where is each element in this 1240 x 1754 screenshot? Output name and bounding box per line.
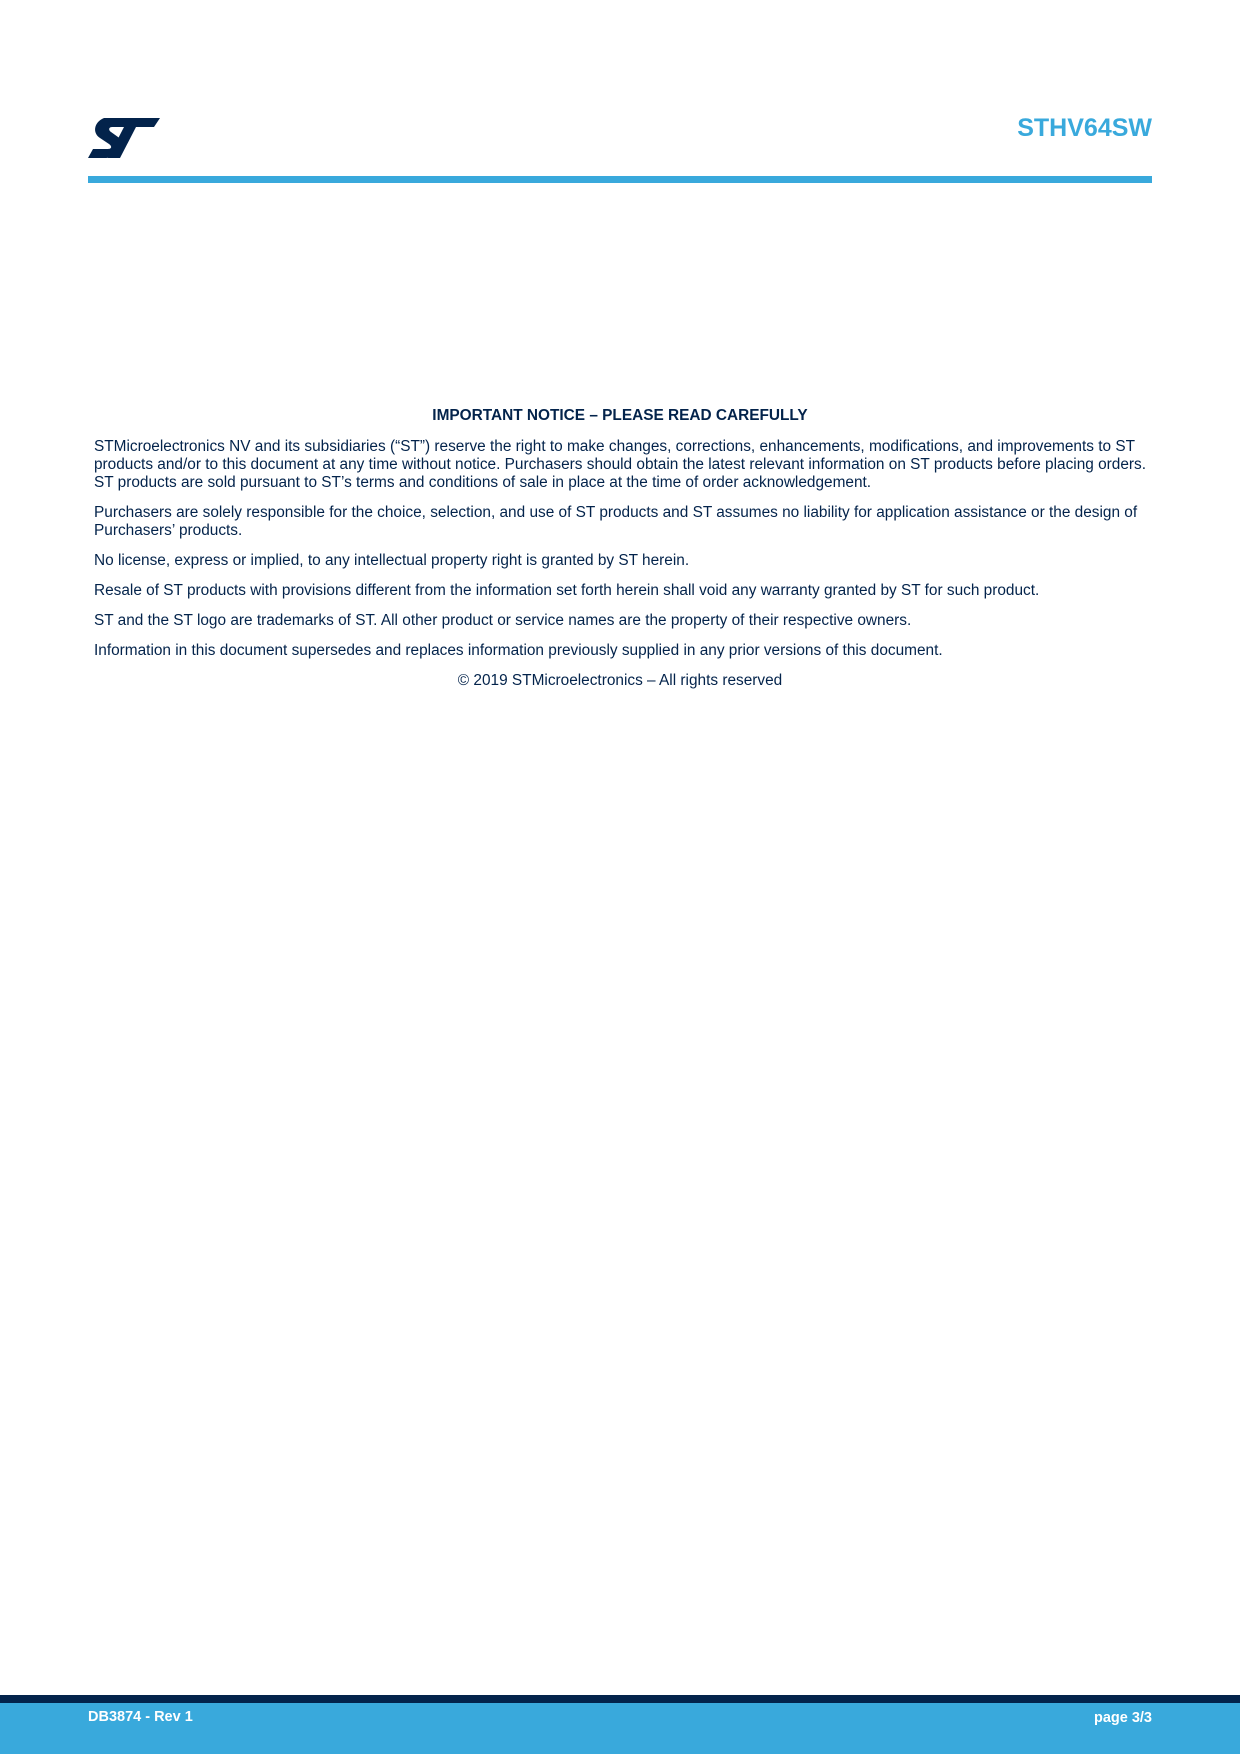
important-notice [94, 406, 1146, 702]
notice-paragraph: ST and the ST logo are trademarks of ST. All other product or service names are the property of their respective owners. [94, 612, 912, 629]
header-rule [88, 176, 1152, 183]
page-number: page 3/3 [1093, 1710, 1152, 1726]
st-logo-icon [88, 118, 160, 158]
notice-paragraph: Purchasers are solely responsible for the choice, selection, and use of ST products and ST assumes no liability for application assistance or the design of Purchasers’ products. [94, 504, 1138, 539]
document-revision: DB3874 - Rev 1 [88, 1709, 193, 1725]
footer-rule [0, 1695, 1240, 1703]
document-title: STHV64SW [1017, 114, 1152, 142]
page-header [88, 100, 1152, 184]
notice-paragraph: Resale of ST products with provisions different from the information set forth herein shall void any warranty granted by ST for such product. [94, 582, 1040, 599]
copyright-line: © 2019 STMicroelectronics – All rights reserved [457, 672, 783, 689]
page-footer [0, 1703, 1240, 1754]
notice-paragraph: STMicroelectronics NV and its subsidiaries (“ST”) reserve the right to make changes, corrections, enhancements, modifications, and improvements to ST products and/or to this document at any time without notice. Purchasers should obtain the latest relevant information on ST products before placing orders. ST products are sold pursuant to ST’s terms and conditions of sale in place at the time of order acknowledgement. [94, 438, 1146, 491]
notice-paragraph: No license, express or implied, to any intellectual property right is granted by ST herein. [94, 552, 690, 569]
notice-paragraph: Information in this document supersedes and replaces information previously supplied in any prior versions of this document. [94, 642, 943, 659]
notice-heading: IMPORTANT NOTICE – PLEASE READ CAREFULLY [432, 407, 808, 424]
